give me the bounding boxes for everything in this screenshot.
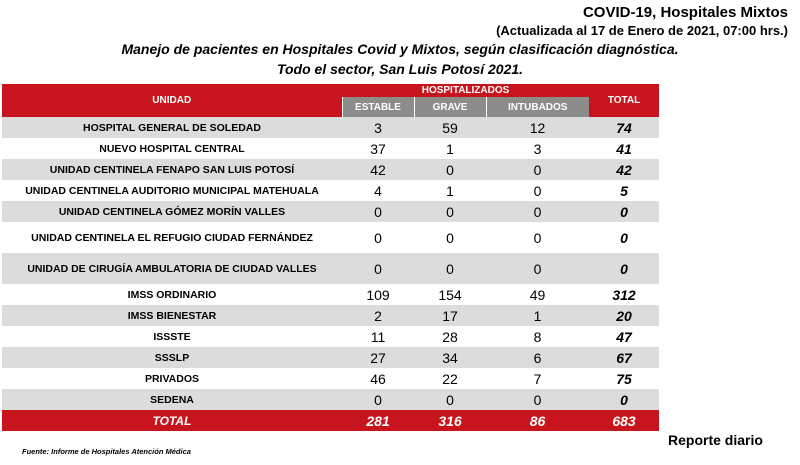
source-note: Fuente: Informe de Hospitales Atención Médica [22,447,191,456]
cell-grave: 0 [414,159,486,180]
cell-unidad: HOSPITAL GENERAL DE SOLEDAD [2,117,342,138]
cell-unidad: IMSS ORDINARIO [2,284,342,305]
cell-estable: 0 [342,222,414,253]
cell-intubados: 1 [486,305,589,326]
header-intubados: INTUBADOS [486,97,589,117]
cell-estable: 37 [342,138,414,159]
cell-total: 41 [589,138,659,159]
total-grave: 316 [414,410,486,431]
total-estable: 281 [342,410,414,431]
cell-intubados: 0 [486,389,589,410]
total-row [2,410,659,431]
cell-grave: 17 [414,305,486,326]
cell-total: 5 [589,180,659,201]
total-label: TOTAL [2,410,342,431]
cell-unidad: SSSLP [2,347,342,368]
cell-grave: 59 [414,117,486,138]
cell-total: 42 [589,159,659,180]
cell-grave: 0 [414,389,486,410]
update-timestamp: (Actualizada al 17 de Enero de 2021, 07:00 hrs.) [496,23,788,38]
report-scope: Todo el sector, San Luis Potosí 2021. [276,61,524,77]
cell-total: 75 [589,368,659,389]
cell-intubados: 12 [486,117,589,138]
cell-grave: 34 [414,347,486,368]
total-intubados: 86 [486,410,589,431]
table-row [2,389,659,410]
cell-intubados: 0 [486,222,589,253]
cell-estable: 0 [342,389,414,410]
cell-total: 74 [589,117,659,138]
cell-grave: 0 [414,222,486,253]
cell-intubados: 6 [486,347,589,368]
cell-total: 47 [589,326,659,347]
cell-grave: 1 [414,138,486,159]
cell-total: 0 [589,222,659,253]
table-row [2,368,659,389]
table-row [2,326,659,347]
header-total: TOTAL [589,84,659,117]
table-row [2,253,659,284]
cell-estable: 3 [342,117,414,138]
cell-estable: 2 [342,305,414,326]
table-row [2,284,659,305]
cell-total: 0 [589,201,659,222]
table-row [2,347,659,368]
cell-total: 67 [589,347,659,368]
cell-intubados: 0 [486,201,589,222]
cell-estable: 0 [342,253,414,284]
cell-grave: 1 [414,180,486,201]
cell-unidad: SEDENA [2,389,342,410]
report-title: COVID-19, Hospitales Mixtos [582,4,788,21]
report-label: Reporte diario [668,432,763,448]
cell-grave: 154 [414,284,486,305]
total-total: 683 [589,410,659,431]
cell-estable: 42 [342,159,414,180]
cell-grave: 28 [414,326,486,347]
cell-estable: 27 [342,347,414,368]
cell-unidad: NUEVO HOSPITAL CENTRAL [2,138,342,159]
cell-intubados: 0 [486,180,589,201]
cell-estable: 4 [342,180,414,201]
cell-total: 0 [589,253,659,284]
header-unidad: UNIDAD [2,84,342,117]
cell-estable: 11 [342,326,414,347]
header-estable: ESTABLE [342,97,414,117]
table-row [2,222,659,253]
report-subtitle: Manejo de pacientes en Hospitales Covid y Mixtos, según clasificación diagnóstica. [121,41,679,57]
cell-unidad: UNIDAD CENTINELA FENAPO SAN LUIS POTOSÍ [2,159,342,180]
cell-intubados: 3 [486,138,589,159]
cell-intubados: 0 [486,253,589,284]
cell-unidad: UNIDAD DE CIRUGÍA AMBULATORIA DE CIUDAD VALLES [2,253,342,284]
cell-unidad: ISSSTE [2,326,342,347]
table-row [2,138,659,159]
cell-estable: 109 [342,284,414,305]
table-row [2,180,659,201]
cell-grave: 22 [414,368,486,389]
cell-grave: 0 [414,253,486,284]
table-row [2,159,659,180]
cell-unidad: UNIDAD CENTINELA GÓMEZ MORÍN VALLES [2,201,342,222]
cell-grave: 0 [414,201,486,222]
cell-intubados: 0 [486,159,589,180]
header-grave: GRAVE [414,97,486,117]
cell-estable: 0 [342,201,414,222]
hospital-table [2,84,659,431]
cell-unidad: UNIDAD CENTINELA EL REFUGIO CIUDAD FERNÁNDEZ [2,222,342,253]
table-row [2,305,659,326]
cell-unidad: IMSS BIENESTAR [2,305,342,326]
cell-total: 20 [589,305,659,326]
cell-intubados: 8 [486,326,589,347]
table-row [2,201,659,222]
cell-total: 0 [589,389,659,410]
cell-unidad: UNIDAD CENTINELA AUDITORIO MUNICIPAL MATEHUALA [2,180,342,201]
cell-intubados: 49 [486,284,589,305]
cell-unidad: PRIVADOS [2,368,342,389]
table-row [2,117,659,138]
cell-estable: 46 [342,368,414,389]
header-hospitalizados: HOSPITALIZADOS [342,84,589,97]
cell-total: 312 [589,284,659,305]
cell-intubados: 7 [486,368,589,389]
